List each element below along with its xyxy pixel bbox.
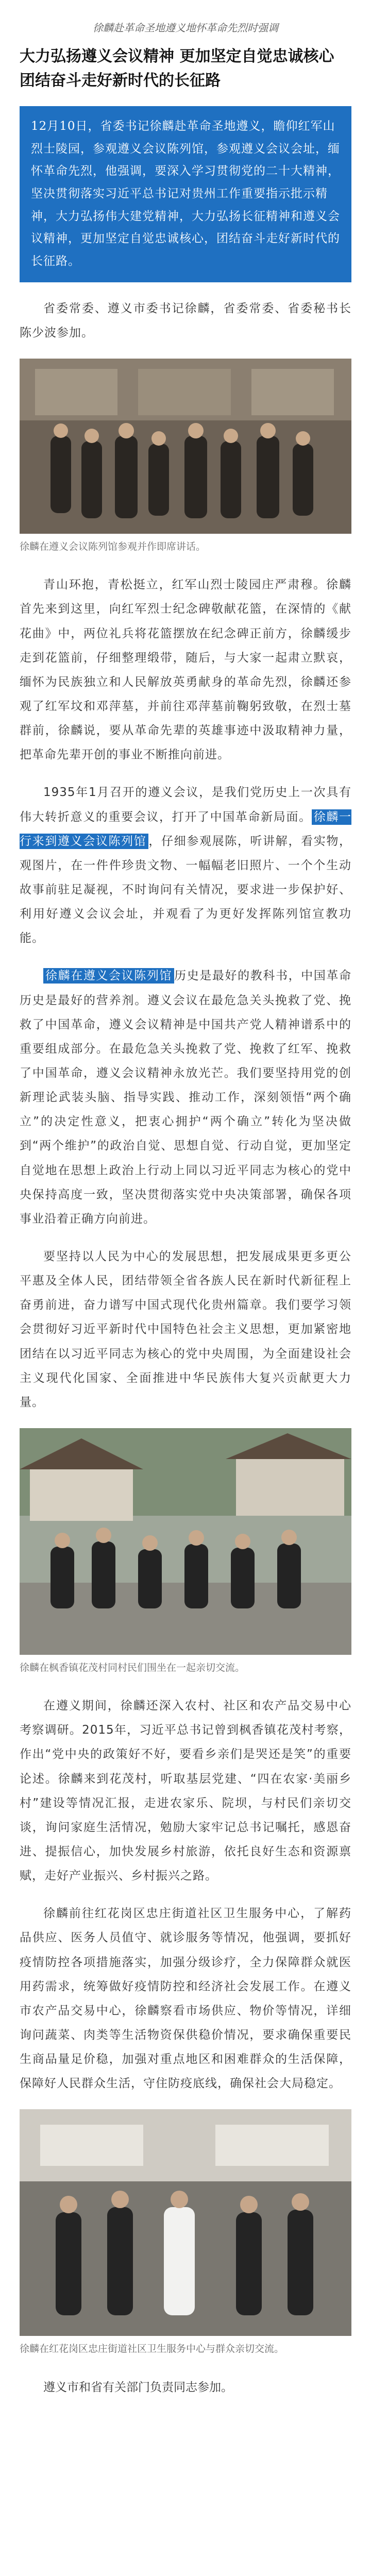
photo-clinic bbox=[20, 2109, 351, 2336]
paragraph: 徐麟前往红花岗区忠庄街道社区卫生服务中心，了解药品供应、医务人员值守、就诊服务等情况，他强调，要抓好疫情防控各项措施落实，加强分级诊疗，全力保障群众就医用药需求，统筹做好疫情防控和经济社会发展工作。在遵义市农产品交易中心，徐麟察看市场供应、物价等情况，详细询问蔬菜、肉类等生活物资保供稳价情况，要求确保重要民生商品量足价稳，加强对重点地区和困难群众的生活保障，保障好人民群众生活，守住防疫底线，确保社会大局稳定。 bbox=[20, 1907, 351, 2091]
paragraph-text: 历史是最好的教科书，中国革命历史是最好的营养剂。遵义会议在最危急关头挽救了党、挽救了中国革命，遵义会议精神是中国共产党人精神谱系中的重要组成部分。在最危急关头挽救了党、挽救了红军、挽救了中国革命，遵义会议精神永放光芒。我们要坚持用党的创新理论武装头脑、指导实践、推动工作，深刻领悟“两个确立”的决定性意义，把衷心拥护“两个确立”转化为坚决做到“两个维护”的政治自觉、思想自觉、行动自觉，更加坚定自觉地在思想上政治上行动上同以习近平同志为核心的党中央保持高度一致，坚决贯彻落实党中央决策部署，确保各项事业沿着正确方向前进。 bbox=[20, 969, 352, 1226]
paragraph: 在遵义期间，徐麟还深入农村、社区和农产品交易中心考察调研。2015年，习近平总书记曾到枫香镇花茂村考察，作出“党中央的政策好不好，要看乡亲们是哭还是笑”的重要论述。徐麟来到花茂村，听取基层党建、“四在农家·美丽乡村”建设等情况汇报，走进农家乐、院坝，与村民们亲切交谈，询问家庭生活情况，勉励大家牢记总书记嘱托，感恩奋进、提振信心，加快发展乡村旅游，依托良好生态和资源禀赋，走好产业振兴、乡村振兴之路。 bbox=[20, 1699, 351, 1883]
photo-museum-image bbox=[20, 359, 351, 534]
highlight-text: 徐麟一行来到遵义会议陈列馆 bbox=[20, 810, 352, 848]
paragraph-text: ，仔细参观展陈，听讲解，看实物，观图片，在一件件珍贵文物、一幅幅老旧照片、一个个生动故事前驻足凝视，不时询问有关情况，要求进一步保护好、利用好遵义会议会址，并观看了为更好发挥陈列馆宣教功能。 bbox=[20, 834, 352, 945]
paragraph: 省委常委、遵义市委书记徐麟，省委常委、省委秘书长陈少波参加。 bbox=[20, 301, 351, 340]
paragraph: 要坚持以人民为中心的发展思想，把发展成果更多更公平惠及全体人民，团结带领全省各族人民在新时代新征程上奋勇前进，奋力谱写中国式现代化贵州篇章。我们要学习领会贯彻好习近平新时代中国特色社会主义思想，更加紧密地团结在以习近平同志为核心的党中央周围，为全面建设社会主义现代化国家、全面推进中华民族伟大复兴贡献更大力量。 bbox=[20, 1249, 351, 1409]
photo-clinic-image bbox=[20, 2109, 351, 2336]
lead-box: 12月10日，省委书记徐麟赴革命圣地遵义，瞻仰红军山烈士陵园，参观遵义会议陈列馆，参观遵义会议会址，缅怀革命先烈，他强调，要深入学习贯彻党的二十大精神，坚决贯彻落实习近平总书记对贵州工作重要指示批示精神，大力弘扬伟大建党精神，大力弘扬长征精神和遵义会议精神，更加坚定自觉忠诚核心，团结奋斗走好新时代的长征路。 bbox=[20, 106, 351, 282]
paragraph-text: 1935年1月召开的遵义会议，是我们党历史上一次具有伟大转折意义的重要会议，打开了中国革命新局面。 bbox=[20, 786, 351, 824]
article-kicker: 徐麟赴革命圣地遵义地怀革命先烈时强调 bbox=[93, 22, 278, 34]
photo-caption: 徐麟在遵义会议陈列馆参观并作即席讲话。 bbox=[20, 541, 206, 553]
paragraph bbox=[20, 964, 351, 1231]
closing-line: 遵义市和省有关部门负责同志参加。 bbox=[43, 2380, 233, 2394]
paragraph: 青山环抱，青松挺立，红军山烈士陵园庄严肃穆。徐麟首先来到这里，向红军烈士纪念碑敬献花篮，在深情的《献花曲》中，两位礼兵将花篮摆放在纪念碑正前方，徐麟缓步走到花篮前，仔细整理缎带，随后，与大家一起肃立默哀，缅怀为民族独立和人民解放英勇献身的革命先烈，徐麟还参观了红军坟和邓萍墓，并前往邓萍墓前鞠躬致敬，在烈士墓群前，徐麟说，要从革命先辈的英雄事迹中汲取精神力量，把革命先辈开创的事业不断推向前进。 bbox=[20, 578, 351, 762]
highlight-text: 徐麟在遵义会议陈列馆 bbox=[43, 968, 174, 984]
photo-museum bbox=[20, 359, 351, 534]
photo-village-image bbox=[20, 1428, 351, 1655]
article-title: 大力弘扬遵义会议精神 更加坚定自觉忠诚核心 团结奋斗走好新时代的长征路 bbox=[20, 47, 334, 90]
photo-village bbox=[20, 1428, 351, 1655]
paragraph bbox=[20, 781, 351, 951]
photo-caption: 徐麟在枫香镇花茂村同村民们围坐在一起亲切交流。 bbox=[20, 1662, 245, 1673]
photo-caption: 徐麟在红花岗区忠庄街道社区卫生服务中心与群众亲切交流。 bbox=[20, 2343, 284, 2355]
